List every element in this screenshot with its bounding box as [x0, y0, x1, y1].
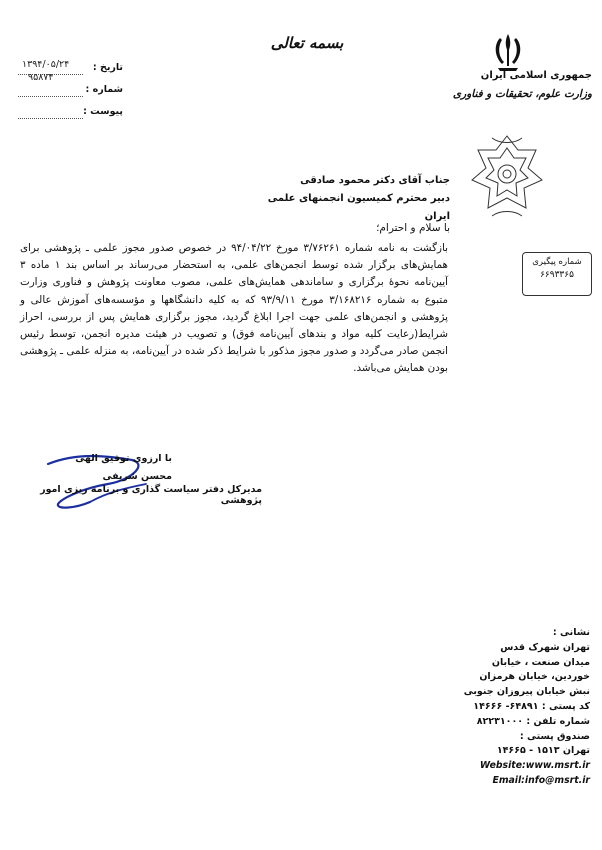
- number-field: [18, 72, 123, 100]
- number-underline: [18, 96, 83, 97]
- website-link[interactable]: Website:www.msrt.ir: [479, 760, 590, 772]
- address-label: نشانی :: [552, 627, 590, 638]
- attachment-field: [18, 106, 123, 122]
- address-line-4: نبش خیابان پیروزان جنوبی: [463, 686, 590, 698]
- pobox-value: تهران ۱۵۱۳ - ۱۴۶۶۵: [496, 745, 590, 757]
- address-line-1: تهران شهرک قدس: [500, 641, 590, 653]
- addressee-title: دبیر محترم کمیسیون انجمنهای علمی ایران: [267, 193, 450, 222]
- government-name: جمهوری اسلامی ایران: [480, 70, 592, 81]
- addressee-block: [262, 172, 450, 226]
- tracking-label: شماره پیگیری: [532, 257, 582, 267]
- closing-block: [60, 450, 172, 486]
- signer-title: مدیرکل دفتر سیاست گذاری و برنامه ریزی امور پژوهشی: [40, 484, 262, 506]
- ministry-name: وزارت علوم، تحقیقات و فناوری: [452, 88, 592, 100]
- date-value: ۱۳۹۴/۰۵/۲۴: [22, 59, 70, 70]
- number-label: شماره :: [85, 84, 123, 95]
- postal-code: کد پستی : ۶۴۸۹۱- ۱۴۶۶۶: [473, 700, 590, 712]
- iran-emblem-icon: [488, 30, 528, 74]
- addressee-name: جناب آقای دکتر محمود صادقی: [300, 175, 450, 186]
- email-link[interactable]: Email:info@msrt.ir: [492, 774, 590, 786]
- tracking-number: ۶۶۹۳۳۶۵: [540, 270, 574, 280]
- letter-body: بازگشت به نامه شماره ۳/۷۶۲۶۱ مورخ ۹۴/۰۴/۲۲ در خصوص صدور مجوز علمی ـ پژوهشی برای همایش‌های برگزار شده توسط انجمن‌های علمی، به استحضار می‌رساند بر اساس بند ۱ ماده ۳ آیین‌نامه نحوهٔ برگزاری و ساماندهی همایش‌های علمی، مصوب معاونت پژوهش و فناوری وزارت متبوع به شماره ۳/۱۶۸۲۱۶ مورخ ۹۳/۹/۱۱ که به کلیه دانشگاهها و مؤسسه‌های آموزش عالی و پژوهشی و انجمن‌های علمی جهت اجرا ابلاغ گردید، مجوز برگزاری همایش پس از بررسی، احراز شرایط(رعایت کلیه مواد و بندهای آیین‌نامه فوق) و تصویب در هیئت مدیره انجمن، توسط رئیس انجمن صادر می‌گردد و صدور مجوز مذکور با شرایط ذکر شده در آیین‌نامه، به منزله علمی ـ پژوهشی بودن همایش می‌باشد.: [20, 242, 448, 375]
- phone-number: شماره تلفن : ۸۲۲۳۱۰۰۰: [476, 715, 590, 727]
- tracking-number-box: [522, 252, 592, 296]
- number-value: ۹۵۸۷۴: [28, 72, 54, 83]
- bismillah-heading: بسمه تعالی: [270, 34, 344, 52]
- signer-name: محسن شریفی: [102, 471, 172, 482]
- attachment-label: پیوست :: [83, 106, 123, 117]
- address-line-3: خوردین، خیابان هرمزان: [479, 671, 590, 683]
- pobox-label: صندوق پستی :: [519, 730, 590, 742]
- decorative-ornament-icon: [462, 128, 552, 228]
- closing-phrase: با ارزوی توفیق الهی: [75, 453, 172, 464]
- footer-contact-block: [456, 626, 590, 789]
- address-line-2: میدان صنعت ، خیابان: [491, 656, 590, 668]
- salutation: با سلام و احترام؛: [376, 222, 450, 234]
- date-label: تاریخ :: [92, 62, 123, 73]
- attachment-underline: [18, 118, 83, 119]
